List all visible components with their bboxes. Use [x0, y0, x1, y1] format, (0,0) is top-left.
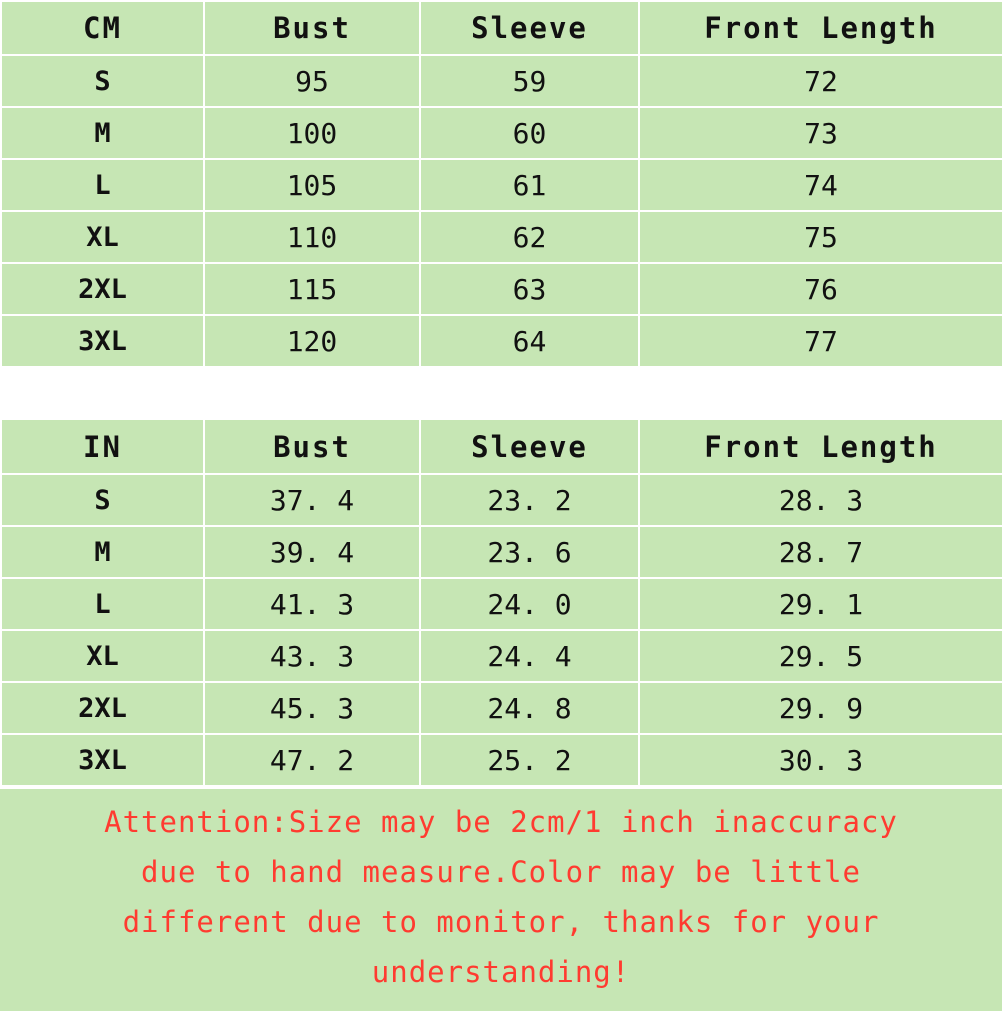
table-row: [1, 578, 1002, 630]
table-separator: [0, 368, 1002, 418]
size-table-inches: [0, 418, 1002, 787]
cell-size: 2XL: [1, 263, 204, 315]
table-header-row: [1, 419, 1002, 474]
cell-front-length: 28. 7: [639, 526, 1002, 578]
cell-bust: 95: [204, 55, 420, 107]
table-row: [1, 630, 1002, 682]
column-header-unit: IN: [1, 419, 204, 474]
attention-note: [0, 787, 1002, 1011]
cell-size: L: [1, 159, 204, 211]
column-header-unit: CM: [1, 1, 204, 55]
cell-sleeve: 24. 8: [420, 682, 639, 734]
cell-bust: 43. 3: [204, 630, 420, 682]
cell-bust: 100: [204, 107, 420, 159]
table-row: [1, 682, 1002, 734]
cell-size: M: [1, 526, 204, 578]
cell-size: S: [1, 474, 204, 526]
cell-size: 2XL: [1, 682, 204, 734]
cell-front-length: 74: [639, 159, 1002, 211]
column-header-bust: Bust: [204, 1, 420, 55]
cell-bust: 47. 2: [204, 734, 420, 786]
cell-sleeve: 63: [420, 263, 639, 315]
table-row: [1, 211, 1002, 263]
cell-front-length: 73: [639, 107, 1002, 159]
cell-front-length: 29. 1: [639, 578, 1002, 630]
size-table-cm: [0, 0, 1002, 368]
cell-sleeve: 24. 4: [420, 630, 639, 682]
cell-front-length: 75: [639, 211, 1002, 263]
cell-bust: 37. 4: [204, 474, 420, 526]
table-row: [1, 315, 1002, 367]
table-header-row: [1, 1, 1002, 55]
attention-line-4: understanding!: [371, 955, 631, 989]
cell-size: L: [1, 578, 204, 630]
cell-size: 3XL: [1, 734, 204, 786]
cell-bust: 115: [204, 263, 420, 315]
cell-size: XL: [1, 630, 204, 682]
table-row: [1, 159, 1002, 211]
cell-sleeve: 23. 6: [420, 526, 639, 578]
cell-bust: 120: [204, 315, 420, 367]
column-header-bust: Bust: [204, 419, 420, 474]
cell-sleeve: 64: [420, 315, 639, 367]
cell-bust: 105: [204, 159, 420, 211]
table-row: [1, 107, 1002, 159]
cell-sleeve: 23. 2: [420, 474, 639, 526]
table-row: [1, 474, 1002, 526]
cell-size: 3XL: [1, 315, 204, 367]
cell-bust: 45. 3: [204, 682, 420, 734]
attention-line-1: Attention:Size may be 2cm/1 inch inaccuracy: [104, 805, 898, 839]
cell-sleeve: 61: [420, 159, 639, 211]
cell-bust: 110: [204, 211, 420, 263]
table-row: [1, 55, 1002, 107]
cell-front-length: 77: [639, 315, 1002, 367]
attention-line-2: due to hand measure.Color may be little: [141, 855, 861, 889]
cell-sleeve: 62: [420, 211, 639, 263]
cell-sleeve: 25. 2: [420, 734, 639, 786]
cell-front-length: 76: [639, 263, 1002, 315]
cell-front-length: 29. 9: [639, 682, 1002, 734]
column-header-front-length: Front Length: [639, 1, 1002, 55]
cell-bust: 41. 3: [204, 578, 420, 630]
cell-bust: 39. 4: [204, 526, 420, 578]
cell-size: M: [1, 107, 204, 159]
cell-sleeve: 24. 0: [420, 578, 639, 630]
cell-sleeve: 59: [420, 55, 639, 107]
column-header-sleeve: Sleeve: [420, 419, 639, 474]
cell-size: XL: [1, 211, 204, 263]
cell-front-length: 30. 3: [639, 734, 1002, 786]
cell-front-length: 28. 3: [639, 474, 1002, 526]
attention-line-3: different due to monitor, thanks for your: [122, 905, 880, 939]
column-header-sleeve: Sleeve: [420, 1, 639, 55]
cell-front-length: 29. 5: [639, 630, 1002, 682]
table-row: [1, 734, 1002, 786]
column-header-front-length: Front Length: [639, 419, 1002, 474]
cell-sleeve: 60: [420, 107, 639, 159]
cell-front-length: 72: [639, 55, 1002, 107]
cell-size: S: [1, 55, 204, 107]
table-row: [1, 263, 1002, 315]
table-row: [1, 526, 1002, 578]
